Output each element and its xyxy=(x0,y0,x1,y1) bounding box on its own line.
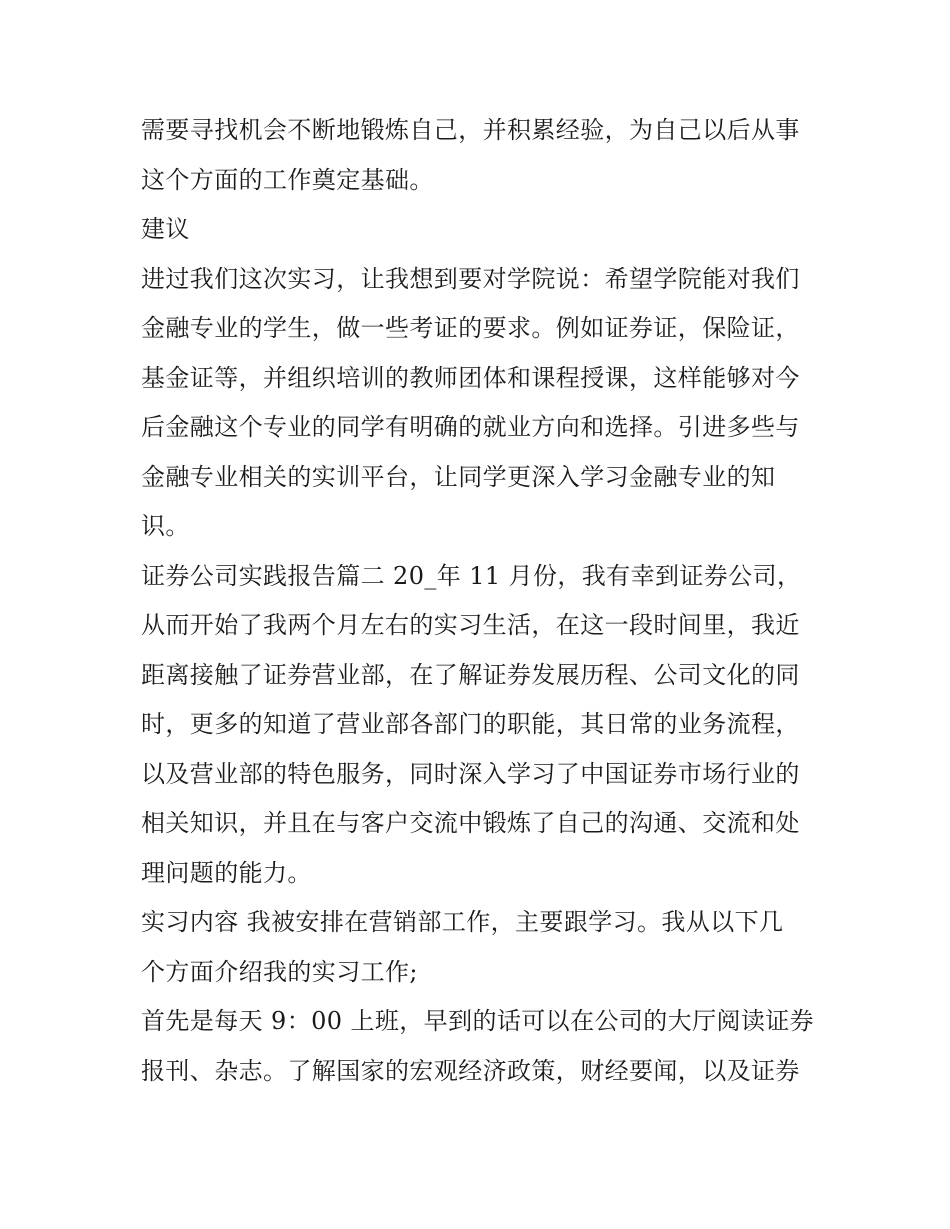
text-line: 基金证等，并组织培训的教师团体和课程授课，这样能够对今 xyxy=(141,363,800,392)
text-line: 个方面介绍我的实习工作; xyxy=(141,957,418,986)
text-line: 时，更多的知道了营业部各部门的职能，其日常的业务流程， xyxy=(141,710,800,738)
section-heading: 建议 xyxy=(141,215,190,243)
text-line: 相关知识，并且在与客户交流中锻炼了自己的沟通、交流和处 xyxy=(141,809,800,837)
text-line: 首先是每天 9：00 上班，早到的话可以在公司的大厅阅读证券 xyxy=(141,1007,815,1035)
text-line: 识。 xyxy=(141,512,190,540)
text-line: 后金融这个专业的同学有明确的就业方向和选择。引进多些与 xyxy=(141,413,800,441)
text-line: 这个方面的工作奠定基础。 xyxy=(141,165,434,194)
text-line: 实习内容 我被安排在营销部工作，主要跟学习。我从以下几 xyxy=(141,908,784,936)
text-line: 金融专业的学生，做一些考证的要求。例如证券证，保险证， xyxy=(141,314,800,342)
text-line: 需要寻找机会不断地锻炼自己，并积累经验，为自己以后从事 xyxy=(141,116,800,144)
text-line: 金融专业相关的实训平台，让同学更深入学习金融专业的知 xyxy=(141,462,776,491)
text-line: 证券公司实践报告篇二 20_年 11 月份，我有幸到证券公司， xyxy=(141,561,802,590)
document-body xyxy=(141,106,821,1096)
text-line: 报刊、杂志。了解国家的宏观经济政策，财经要闻，以及证券 xyxy=(141,1056,800,1085)
text-line: 距离接触了证券营业部，在了解证券发展历程、公司文化的同 xyxy=(141,660,800,689)
text-line: 理问题的能力。 xyxy=(141,858,312,887)
text-line: 从而开始了我两个月左右的实习生活，在这一段时间里，我近 xyxy=(141,611,800,639)
text-line: 进过我们这次实习，让我想到要对学院说：希望学院能对我们 xyxy=(141,264,800,293)
text-line: 以及营业部的特色服务，同时深入学习了中国证券市场行业的 xyxy=(141,759,800,788)
